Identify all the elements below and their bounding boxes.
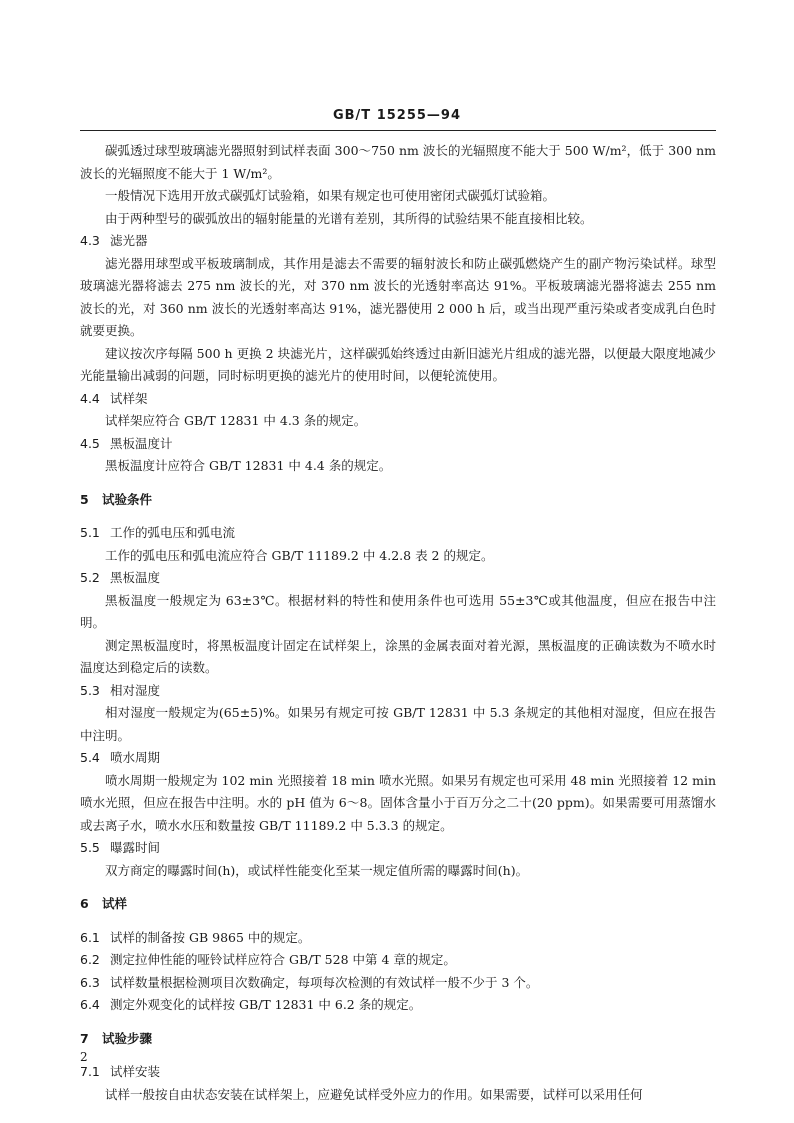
heading-title: 试样 <box>102 896 128 911</box>
clause-item <box>80 972 716 995</box>
paragraph: 试样架应符合 GB/T 12831 中 4.3 条的规定。 <box>105 413 367 428</box>
heading-title: 滤光器 <box>110 233 148 248</box>
heading-title: 试验条件 <box>102 491 153 507</box>
section-gap <box>80 1050 716 1061</box>
heading-title: 试样安装 <box>110 1064 161 1079</box>
heading-number: 4.4 <box>80 390 100 406</box>
subsection-heading <box>80 747 716 770</box>
heading-title: 试样架 <box>110 390 148 406</box>
heading-number: 4.5 <box>80 435 100 451</box>
heading-number: 6 <box>80 896 89 911</box>
heading-number: 5.1 <box>80 525 100 540</box>
heading-title: 黑板温度 <box>110 570 161 585</box>
paragraph: 工作的弧电压和弧电流应符合 GB/T 11189.2 中 4.2.8 表 2 的规定。 <box>105 547 494 563</box>
paragraph: 相对湿度一般规定为(65±5)%。如果另有规定可按 GB/T 12831 中 5.3 条规定的其他相对湿度，但应在报告中注明。 <box>80 705 716 743</box>
heading-number: 7 <box>80 1030 89 1046</box>
subsection-heading <box>80 522 716 545</box>
clause-text: 试样数量根据检测项目次数确定，每项每次检测的有效试样一般不少于 3 个。 <box>110 974 539 990</box>
subsection-heading <box>80 567 716 590</box>
heading-number: 5.3 <box>80 682 100 698</box>
document-body <box>80 140 716 1106</box>
section-gap <box>80 916 716 927</box>
clause-item <box>80 994 716 1017</box>
paragraph: 碳弧透过球型玻璃滤光器照射到试样表面 300～750 nm 波长的光辐照度不能大于 500 W/m²，低于 300 nm 波长的光辐照度不能大于 1 W/m²。 <box>80 143 716 181</box>
page-number: 2 <box>80 1050 88 1064</box>
section-heading <box>80 893 716 916</box>
heading-title: 曝露时间 <box>110 840 161 855</box>
paragraph: 测定黑板温度时，将黑板温度计固定在试样架上，涂黑的金属表面对着光源，黑板温度的正确读数为不喷水时温度达到稳定后的读数。 <box>80 637 716 675</box>
clause-text: 测定外观变化的试样按 GB/T 12831 中 6.2 条的规定。 <box>110 997 422 1012</box>
heading-number: 5.5 <box>80 840 100 855</box>
page-header: GB/T 15255—94 <box>332 108 462 123</box>
heading-title: 相对湿度 <box>110 682 161 698</box>
heading-number: 7.1 <box>80 1064 100 1079</box>
clause-number: 6.2 <box>80 952 100 967</box>
heading-number: 5.2 <box>80 570 100 585</box>
paragraph: 黑板温度计应符合 GB/T 12831 中 4.4 条的规定。 <box>105 458 392 473</box>
paragraph: 喷水周期一般规定为 102 min 光照接着 18 min 喷水光照。如果另有规定也可采用 48 min 光照接着 12 min 喷水光照，但应在报告中注明。水的 pH 值为 6～8。固体含量小于百万分之二十(20 ppm)。如果需要可用蒸馏水或去离子水，喷水水压和数量按 GB/T 11189.2 中 5.3.3 的规定。 <box>80 772 716 833</box>
paragraph: 由于两种型号的碳弧放出的辐射能量的光谱有差别，其所得的试验结果不能直接相比较。 <box>105 210 593 226</box>
paragraph: 黑板温度一般规定为 63±3℃。根据材料的特性和使用条件也可选用 55±3℃或其他温度，但应在报告中注明。 <box>80 592 716 630</box>
subsection-heading <box>80 680 716 703</box>
subsection-heading <box>80 837 716 860</box>
paragraph: 建议按次序每隔 500 h 更换 2 块滤光片，这样碳弧始终透过由新旧滤光片组成的滤光器，以便最大限度地减少光能量输出减弱的问题，同时标明更换的滤光片的使用时间，以便轮流使用。 <box>80 345 716 383</box>
heading-title: 黑板温度计 <box>110 435 173 451</box>
clause-number: 6.3 <box>80 974 100 990</box>
section-heading <box>80 489 716 512</box>
section-gap <box>80 511 716 522</box>
paragraph: 滤光器用球型或平板玻璃制成，其作用是滤去不需要的辐射波长和防止碳弧燃烧产生的副产物污染试样。球型玻璃滤光器将滤去 275 nm 波长的光，对 370 nm 波长的光透射率高达 91%。平板玻璃滤光器将滤去 255 nm 波长的光，对 360 nm 波长的光透射率高达 91%，滤光器使用 2 000 h 后，或当出现严重污染或者变成乳白色时就要更换。 <box>80 255 716 338</box>
subsection-heading <box>80 433 716 456</box>
clause-text: 测定拉伸性能的哑铃试样应符合 GB/T 528 中第 4 章的规定。 <box>110 952 456 967</box>
subsection-heading <box>80 1061 716 1084</box>
paragraph: 试样一般按自由状态安装在试样架上，应避免试样受外应力的作用。如果需要，试样可以采用任何 <box>105 1086 643 1102</box>
section-heading <box>80 1028 716 1051</box>
heading-number: 4.3 <box>80 233 100 248</box>
clause-item <box>80 927 716 950</box>
section-gap <box>80 1017 716 1028</box>
paragraph: 一般情况下选用开放式碳弧灯试验箱，如果有规定也可使用密闭式碳弧灯试验箱。 <box>105 188 556 203</box>
subsection-heading <box>80 388 716 411</box>
section-gap <box>80 882 716 893</box>
subsection-heading <box>80 230 716 253</box>
heading-number: 5 <box>80 491 89 507</box>
heading-number: 5.4 <box>80 750 100 765</box>
paragraph: 双方商定的曝露时间(h)，或试样性能变化至某一规定值所需的曝露时间(h)。 <box>105 862 529 878</box>
clause-text: 试样的制备按 GB 9865 中的规定。 <box>110 929 311 945</box>
heading-title: 试验步骤 <box>102 1030 153 1046</box>
heading-title: 喷水周期 <box>110 750 161 765</box>
clause-number: 6.4 <box>80 997 100 1012</box>
clause-item <box>80 949 716 972</box>
heading-title: 工作的弧电压和弧电流 <box>110 525 236 540</box>
section-gap <box>80 478 716 489</box>
header-rule <box>80 130 716 131</box>
clause-number: 6.1 <box>80 929 100 945</box>
